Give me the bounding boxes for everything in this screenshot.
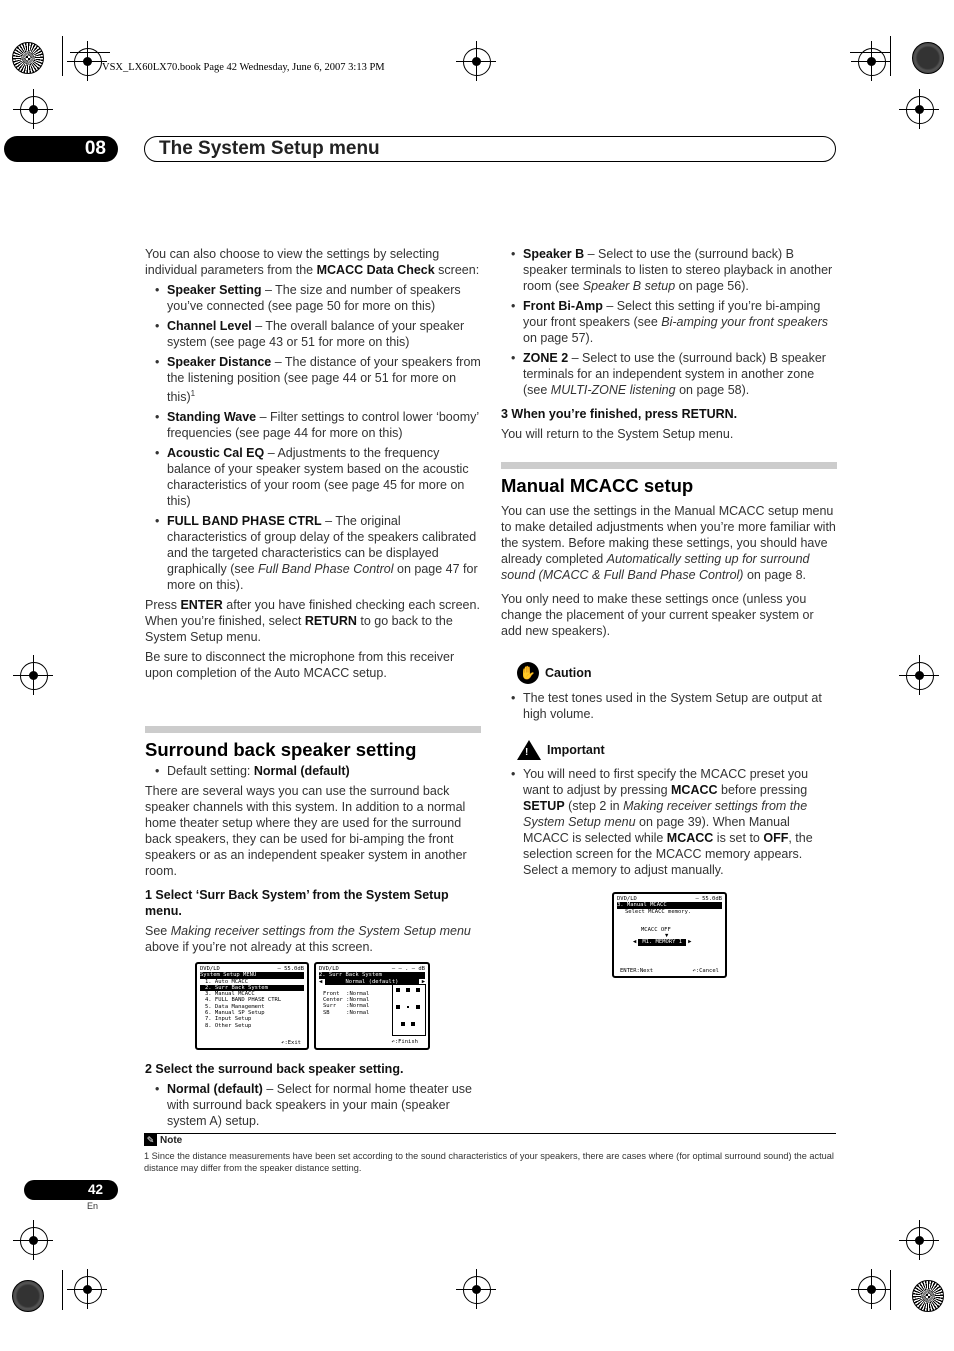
registration-burst: [912, 42, 944, 74]
osd-speaker-row: Front :Normal: [323, 990, 370, 997]
crop-mark: [62, 36, 63, 76]
page-language: En: [87, 1201, 99, 1211]
speaker-layout-diagram: [392, 984, 426, 1036]
section-title: Manual MCACC setup: [501, 475, 694, 496]
registration-burst: [12, 42, 44, 74]
down-arrow-icon: ▼: [665, 933, 669, 940]
list-item: • Standing Wave – Filter settings to control lower ‘boomy’ frequencies (see page 44 for more on this): [145, 409, 481, 441]
page-number: 42: [24, 1180, 118, 1200]
return-icon: ↶: [391, 1038, 395, 1045]
osd-surr-back-system: [314, 962, 430, 1050]
registration-mark: [906, 662, 934, 690]
note-rule: [144, 1133, 836, 1134]
registration-mark: [20, 96, 48, 124]
surround-paragraph: There are several ways you can use the surround back speaker channels with this system. In addition to a normal home theater setup where they are used for the surround back speakers, they can be used for bi-amping the front speakers or as an independent speaker system in another room.: [145, 784, 467, 878]
registration-mark: [463, 1276, 491, 1304]
chapter-number: 08: [4, 136, 118, 162]
list-item: • You will need to first specify the MCACC preset you want to adjust by pressing MCACC before pressing SETUP (step 2 in Making receiver settings from the System Setup menu on page 39). When Manual MCACC is selected while MCACC is set to OFF, the selection screen for the MCACC memory appears. Select a memory to adjust manually.: [501, 766, 837, 878]
manual-mcacc-section: [501, 462, 837, 643]
osd-title: 2. Surr Back System: [319, 972, 425, 978]
list-item: • FULL BAND PHASE CTRL – The original characteristics of group delay of the speakers calibrated and the targeted characteristics can be displayed graphically (see Full Band Phase Control on page 47 for more on this).: [145, 513, 481, 593]
intro-paragraph: You can also choose to view the settings by selecting individual parameters from the MCACC Data Check screen:: [145, 247, 480, 277]
manual-paragraph-2: You only need to make these settings once (unless you change the placement of your current speaker system or add new speakers).: [501, 592, 814, 638]
return-icon: ↶: [692, 967, 696, 974]
osd-menu-item: 1. Auto MCACC: [205, 978, 249, 985]
osd-menu-item: 4. FULL BAND PHASE CTRL: [205, 997, 282, 1004]
osd-menu-item: 6. Manual SP Setup: [205, 1010, 265, 1017]
registration-mark: [858, 1276, 886, 1304]
osd-mcacc-off: MCACC OFF: [641, 926, 671, 933]
arrow-left-icon: ◀: [633, 939, 637, 946]
crop-mark: [62, 1270, 63, 1310]
disconnect-paragraph: Be sure to disconnect the microphone from this receiver upon completion of the Auto MCACC setup.: [145, 650, 455, 681]
osd-footer: ↶:Exit: [281, 1039, 301, 1046]
right-column: [501, 246, 837, 446]
registration-mark: [906, 1227, 934, 1255]
step-3-text: You will return to the System Setup menu.: [501, 427, 734, 441]
return-icon: ↶: [281, 1039, 285, 1046]
registration-mark: [906, 96, 934, 124]
osd-menu-item-selected: 2. Surr Back System: [200, 985, 304, 991]
default-setting: • Default setting: Normal (default): [145, 763, 481, 779]
osd-value-selector: ◀ Normal (default) ▶: [319, 978, 425, 985]
list-item: • Front Bi-Amp – Select this setting if you’re bi-amping your front speakers (see Bi-amping your front speakers on page 57).: [501, 298, 837, 346]
osd-system-setup-menu: [195, 962, 309, 1050]
osd-speaker-row: Surr :Normal: [323, 1003, 370, 1010]
registration-mark: [858, 48, 886, 76]
osd-subtitle: Select MCACC memory.: [625, 908, 692, 915]
list-item: • Acoustic Cal EQ – Adjustments to the frequency balance of your speaker system based on the acoustic characteristics of your room (see page 45 for more on this): [145, 445, 481, 509]
step-1-text: See Making receiver settings from the System Setup menu above if you’re not already at this screen.: [145, 924, 471, 954]
registration-burst: [12, 1280, 44, 1312]
footnote: 1 Since the distance measurements have been set according to the sound characteristics of your speakers, there are cases where (for optimal surround sound) the actual distance may differ from the speaker distance setting.: [144, 1151, 834, 1173]
important-block: [517, 740, 837, 882]
note-label: ✎ Note: [144, 1134, 182, 1146]
caution-block: [517, 662, 837, 726]
surround-section: [145, 726, 481, 959]
osd-menu-item: 3. Manual MCACC: [205, 991, 255, 998]
arrow-right-icon: ▶: [421, 978, 425, 985]
list-item: • Channel Level – The overall balance of your speaker system (see page 43 or 51 for more on this): [145, 318, 481, 350]
osd-manual-mcacc: [612, 892, 727, 978]
crop-mark: [890, 36, 891, 76]
registration-mark: [74, 1276, 102, 1304]
section-rule: [145, 726, 481, 733]
list-item: • Speaker Setting – The size and number of speakers you’ve connected (see page 50 for more on this): [145, 282, 481, 314]
warning-icon: !: [517, 740, 541, 760]
list-item: • Normal (default) – Select for normal home theater use with surround back speakers in your main (speaker system A) setup.: [145, 1081, 481, 1129]
registration-mark: [20, 662, 48, 690]
important-heading: ! Important: [517, 740, 837, 760]
step-2: 2 Select the surround back speaker setting.: [145, 1062, 404, 1076]
caution-heading: ✋ Caution: [517, 662, 837, 684]
chapter-title: The System Setup menu: [144, 136, 836, 162]
manual-paragraph-1: You can use the settings in the Manual MCACC setup menu to make detailed adjustments when you’re more familiar with the system. Before making these settings, you should have already completed Automatically setting up for surround sound (MCACC & Full Band Phase Control) on page 8.: [501, 504, 836, 582]
left-column: [145, 246, 481, 685]
osd-header: DVD/LD – 55.0dB: [617, 896, 722, 902]
osd-header: DVD/LD – – . – dB: [319, 966, 425, 972]
footnote-ref[interactable]: 1: [190, 389, 196, 398]
arrow-left-icon: ◀: [319, 978, 323, 985]
osd-menu-item: 8. Other Setup: [205, 1022, 252, 1029]
osd-speaker-row: SB :Normal: [323, 1009, 370, 1016]
list-item: • ZONE 2 – Select to use the (surround back) B speaker terminals for an independent system in another zone (see MULTI-ZONE listening on page 58).: [501, 350, 837, 398]
registration-burst: [912, 1280, 944, 1312]
hand-icon: ✋: [517, 662, 539, 684]
osd-footer: ENTER:Next ↶:Cancel: [620, 967, 719, 974]
list-item: • The test tones used in the System Setup are output at high volume.: [501, 690, 837, 722]
registration-mark: [463, 48, 491, 76]
osd-speaker-row: Center :Normal: [323, 997, 370, 1004]
arrow-right-icon: ▶: [688, 939, 692, 946]
osd-footer: ↶:Finish: [391, 1038, 418, 1045]
book-header: VSX_LX60LX70.book Page 42 Wednesday, June 6, 2007 3:13 PM: [102, 62, 385, 73]
osd-menu-item: 7. Input Setup: [205, 1016, 252, 1023]
osd-memory-selector: ◀ M1. MEMORY 1 ▶: [633, 939, 692, 946]
registration-mark: [20, 1227, 48, 1255]
osd-title: System Setup MENU: [200, 972, 304, 978]
step-1: 1 Select ‘Surr Back System’ from the System Setup menu.: [145, 888, 449, 918]
osd-header: DVD/LD – 55.0dB: [200, 966, 304, 972]
osd-title: 3. Manual MCACC: [617, 902, 722, 908]
section-title: Surround back speaker setting: [145, 739, 417, 760]
step-2-block: [145, 1061, 481, 1133]
registration-mark: [74, 48, 102, 76]
crop-mark: [890, 1270, 891, 1310]
osd-menu-item: 5. Data Management: [205, 1003, 265, 1010]
section-rule: [501, 462, 837, 469]
list-item: • Speaker Distance – The distance of your speakers from the listening position (see page 44 or 51 for more on this)$^1$: [145, 354, 481, 405]
note-icon: ✎: [144, 1134, 157, 1146]
list-item: • Speaker B – Select to use the (surround back) B speaker terminals to listen to stereo playback in another room (see Speaker B setup on page 56).: [501, 246, 837, 294]
press-enter-paragraph: Press ENTER after you have finished checking each screen. When you’re finished, select RETURN to go back to the System Setup menu.: [145, 598, 480, 645]
step-3: 3 When you’re finished, press RETURN.: [501, 407, 738, 421]
